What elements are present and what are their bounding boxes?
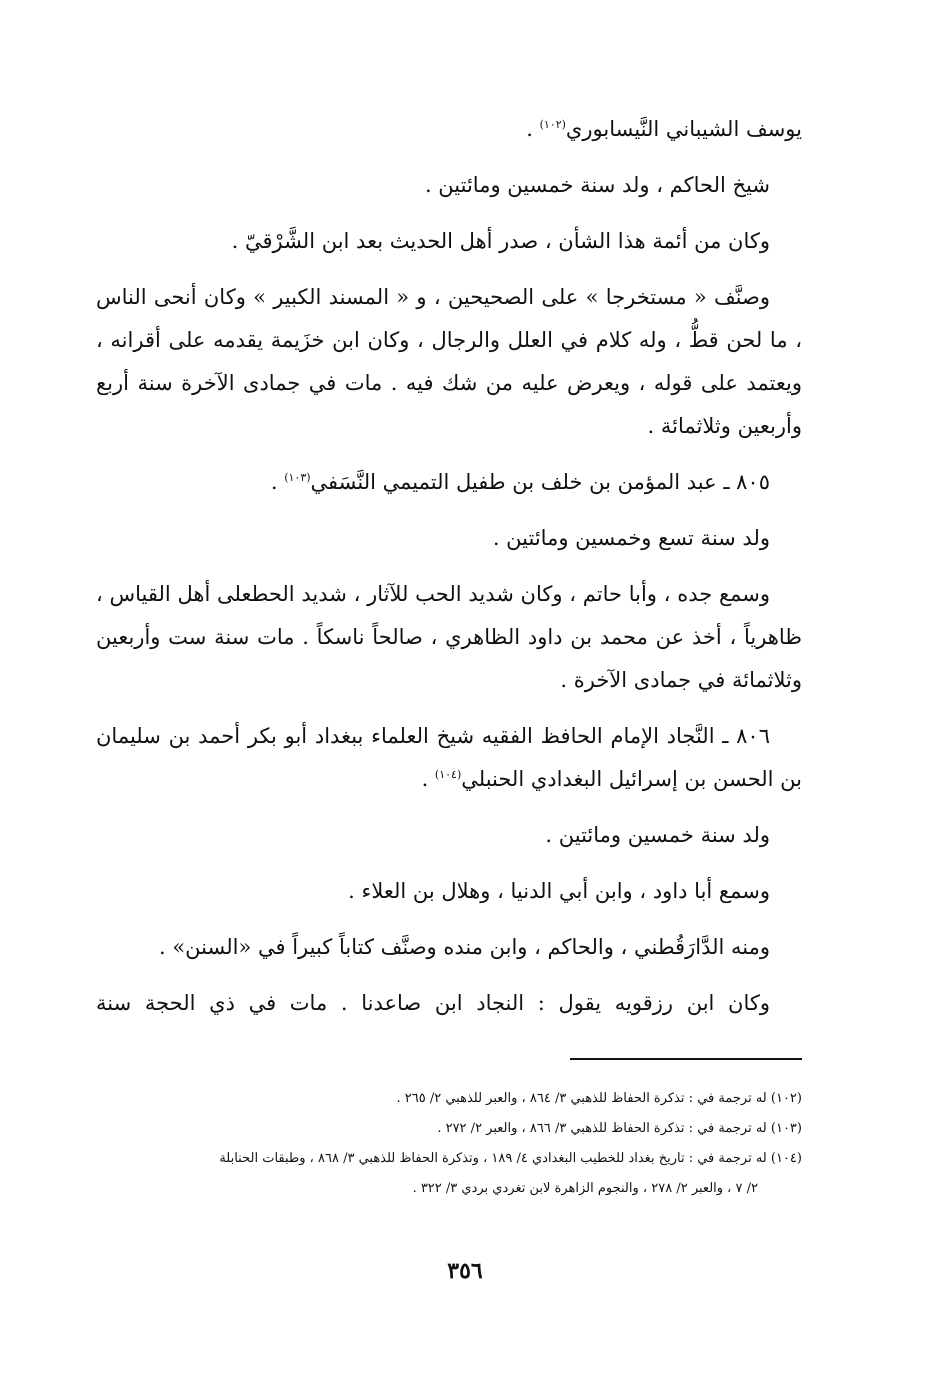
paragraph: وكان من أئمة هذا الشأن ، صدر أهل الحديث بعد ابن الشَّرْقيّ .	[231, 229, 770, 253]
footnote-102: (١٠٢) له ترجمة في : تذكرة الحفاظ للذهبي ٣/ ٨٦٤ ، والعبر للذهبي ٢/ ٢٦٥ .	[396, 1091, 802, 1106]
paragraph: ومنه الدَّارَقُطني ، والحاكم ، وابن منده وصنَّف كتاباً كبيراً في «السنن» .	[158, 935, 770, 959]
paragraph: وصنَّف « مستخرجا » على الصحيحين ، و « المسند الكبير » وكان أنحى الناس ، ما لحن قطُّ ، وله كلام في العلل والرجال ، وكان ابن خزَيمة يقدمه على أقرانه ، ويعتمد على قوله ، ويعرض عليه من شك فيه . مات في جمادى الآخرة سنة أربع وأربعين وثلاثمائة .	[96, 285, 802, 438]
paragraph: ولد سنة تسع وخمسين ومائتين .	[492, 526, 770, 550]
entry-title: ٨٠٥ ـ عبد المؤمن بن خلف بن طفيل التميمي النَّسَفي	[310, 470, 770, 494]
footnote-marker-104: (١٠٤)	[434, 768, 462, 781]
paragraph: شيخ الحاكم ، ولد سنة خمسين ومائتين .	[424, 173, 770, 197]
main-text	[96, 108, 802, 1038]
entry-heading-806	[96, 715, 802, 801]
footnote-104-continuation: ٢/ ٧ ، والعبر ٢/ ٢٧٨ ، والنجوم الزاهرة لابن تغردي بردي ٣/ ٣٢٢ .	[412, 1181, 758, 1196]
punctuation: .	[526, 117, 540, 141]
punctuation: .	[270, 470, 285, 494]
footnotes	[96, 1084, 802, 1204]
paragraph-continuation	[96, 108, 802, 151]
page-number: ٣٥٦	[447, 1258, 483, 1284]
footnote-104: (١٠٤) له ترجمة في : تاريخ بغداد للخطيب البغدادي ٤/ ١٨٩ ، وتذكرة الحفاظ للذهبي ٣/ ٨٦٨ ، وطبقات الحنابلة	[219, 1151, 802, 1166]
footnote-marker-102: (١٠٢)	[539, 118, 566, 131]
paragraph: ولد سنة خمسين ومائتين .	[545, 823, 770, 847]
paragraph: وكان ابن رزقويه يقول : النجاد ابن صاعدنا . مات في ذي الحجة سنة	[96, 991, 770, 1015]
footnote-separator	[570, 1058, 802, 1060]
paragraph: وسمع أبا داود ، وابن أبي الدنيا ، وهلال بن العلاء .	[348, 879, 770, 903]
entry-heading-805	[96, 461, 802, 504]
entry-title: ٨٠٦ ـ النَّجاد الإمام الحافظ الفقيه شيخ العلماء ببغداد أبو بكر أحمد بن سليمان بن الحسن بن إسرائيل البغدادي الحنبلي	[96, 724, 802, 791]
footnote-marker-103: (١٠٣)	[284, 471, 311, 484]
paragraph-text: يوسف الشيباني النَّيسابوري	[565, 117, 802, 141]
punctuation: .	[421, 767, 435, 791]
paragraph: وسمع جده ، وأبا حاتم ، وكان شديد الحب للآثار ، شديد الحطعلى أهل القياس ، ظاهرياً ، أخذ عن محمد بن داود الظاهري ، صالحاً ناسكاً . مات سنة ست وأربعين وثلاثمائة في جمادى الآخرة .	[96, 582, 802, 692]
footnote-103: (١٠٣) له ترجمة في : تذكرة الحفاظ للذهبي ٣/ ٨٦٦ ، والعبر ٢/ ٢٧٢ .	[437, 1121, 802, 1136]
